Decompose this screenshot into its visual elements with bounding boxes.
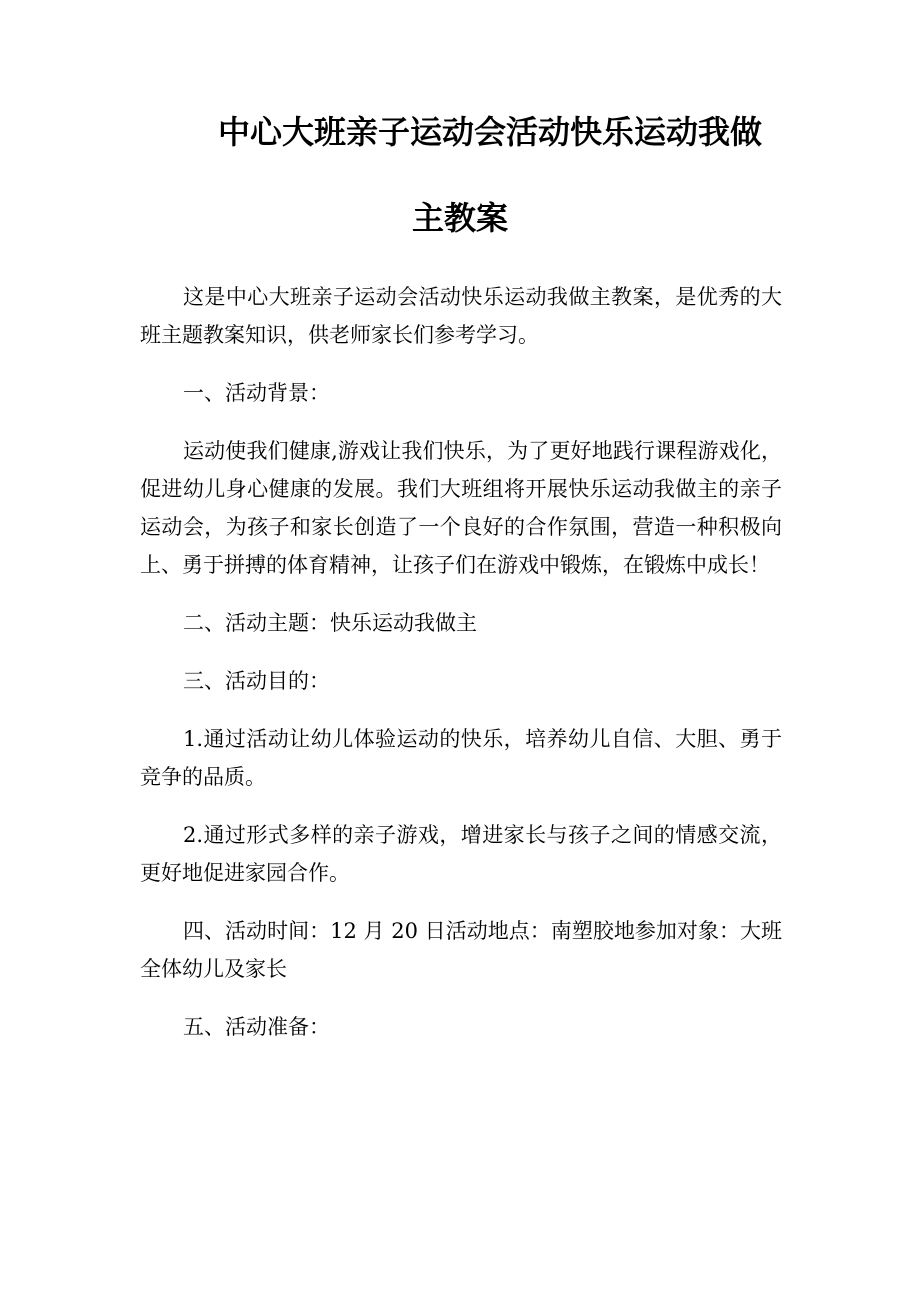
document-body	[140, 278, 782, 1066]
intro-paragraph: 这是中心大班亲子运动会活动快乐运动我做主教案，是优秀的大班主题教案知识，供老师家长们参考学习。	[140, 285, 782, 347]
section-heading-theme: 二、活动主题：快乐运动我做主	[183, 611, 477, 635]
background-paragraph: 运动使我们健康,游戏让我们快乐，为了更好地践行课程游戏化，促进幼儿身心健康的发展。我们大班组将开展快乐运动我做主的亲子运动会，为孩子和家长创造了一个良好的合作氛围，营造一种积极向上、勇于拼搏的体育精神，让孩子们在游戏中锻炼，在锻炼中成长！	[140, 439, 782, 577]
section-heading-preparation: 五、活动准备：	[183, 1015, 330, 1039]
purpose-item-2: 2.通过形式多样的亲子游戏，增进家长与孩子之间的情感交流，更好地促进家园合作。	[140, 823, 782, 885]
section-heading-purpose: 三、活动目的：	[183, 669, 330, 693]
purpose-item-1: 1.通过活动让幼儿体验运动的快乐，培养幼儿自信、大胆、勇于竞争的品质。	[140, 727, 782, 789]
section-heading-time-place: 四、活动时间：12 月 20 日活动地点：南塑胶地参加对象：大班全体幼儿及家长	[140, 919, 782, 981]
document-title-line-1: 中心大班亲子运动会活动快乐运动我做	[218, 113, 763, 151]
document-title-line-2: 主教案	[411, 199, 508, 237]
section-heading-background: 一、活动背景：	[183, 381, 330, 405]
